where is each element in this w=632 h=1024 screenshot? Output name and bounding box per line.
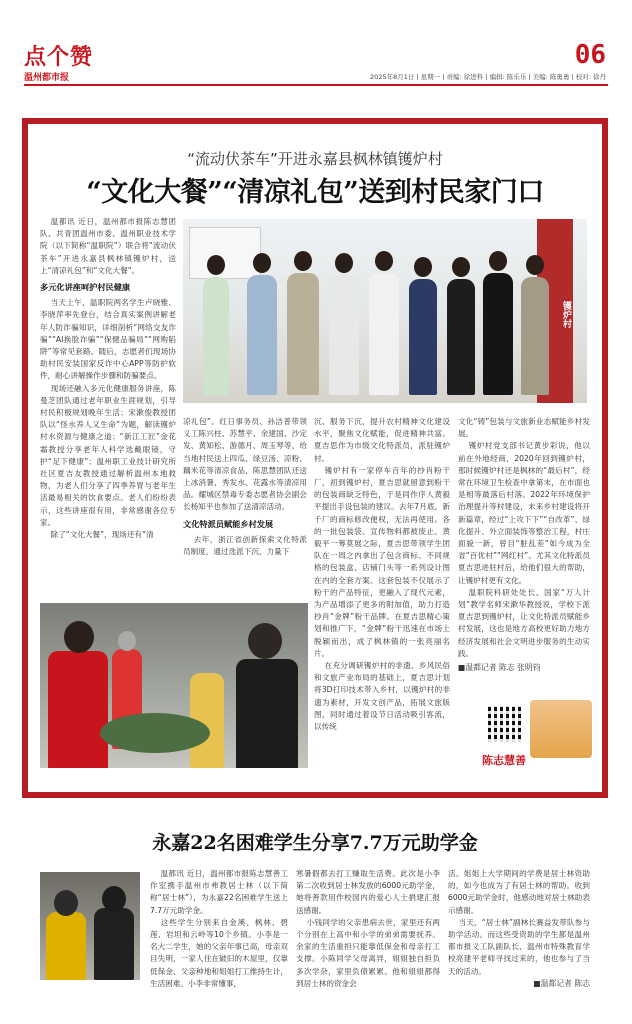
qr-code-icon[interactable]: [488, 706, 524, 742]
student-photo: [40, 872, 140, 980]
display-board: [189, 227, 261, 279]
paragraph: 镬炉村有一家停车百年的抄肖粉干厂，初到镬炉村，夏吉思就留意到粉干的包装商缺乏特色，于是同作序人黄毅平提出手设包装的建议。去年7月底，新千厂的商标修改便权，无法再使用。各的一批包装袋、宣传物料都被废止。黄毅平一筹莫展之际，夏吉思带领学生团队在一周之内拿出了包含商标、不同规格的包装盒、店铺门头等一系列设计图在内的全套方案。这套包装不仅展示了粉干的产品特征，更融入了现代元素，为产品增添了更多的附加值，助力打造抄肖“金牌”粉干品牌。在夏吉思精心策划和推广下，“金牌”粉干迅速在市场上脱颖而出，成了枫林镇的一张亮丽名片。: [314, 465, 450, 658]
paragraph: 镬炉村党支部书记黄步彩说，他以前在外地经商，2020年回到镬炉村，那时候镬炉村还是枫林的“最后村”，经常在环境卫生检查中拿第末，在市面也是相等最落后村落。2022年环境保护治理提升等村建设，未来乡村建设将开新篇章，经过“上攻下下”“自改革”、绿化提升、外立面装饰等整治工程，村庄面貌一新，曾目“脏乱差”如今成为全省“百优村”“网红村”。尤其文化特派员夏吉思进驻村后，给他们很大的帮助，让镬炉村更有文化。: [458, 441, 590, 585]
event-photo: [40, 603, 308, 768]
column-badge: 陈志慧善: [482, 754, 526, 767]
paragraph: 小钱同学的父亲患病去世，家里还有两个分别在上高中和小学的弟弟需要抚养。余家的生活重担只能靠低保金和母亲打工支撑。小陈同学父母离异，姐姐独自担负多次学杂，家里负债累累。他和姐姐都得到居士林的资金会: [296, 917, 440, 988]
paragraph: 去年，浙江省创新探索文化特派员制度，通过选派下沉、力量下: [183, 534, 307, 557]
story1-byline: ■温都记者 陈志 张明钧: [458, 663, 541, 673]
subhead-2: 文化特派员赋能乡村发展: [183, 518, 274, 529]
group-photo: [183, 219, 587, 403]
paragraph: 沉、服务下沉，提升农村精神文化建设水平，聚焦文化赋能，促进精神共富。夏吉思作为市级文化特派员，派驻镬炉村。: [314, 417, 450, 463]
story1-kicker: “流动伏茶车”开进永嘉县枫林镇镬炉村: [187, 150, 443, 168]
story1-col2: [183, 416, 307, 558]
paragraph: 活。姐姐上大学期间的学费是居士林资助的，如今也成为了有居士林的帮助。收到6000元助学金时，他感动地对居士林助表示感谢。: [448, 869, 590, 915]
header-rule: [24, 84, 608, 86]
story2-col2: [296, 868, 440, 990]
reporter-avatar: [530, 700, 592, 758]
page-number: 06: [574, 40, 606, 70]
paragraph: 温都讯 近日，温州都市报陈志慧团队、共青团温州市委、温州职业技术学院（以下简称“温职院”）联合将“流动伏茶车”开进永嘉县枫林镇镬炉村，送上“清凉礼包”和“文化大餐”。: [40, 217, 176, 275]
story2-col3: [448, 868, 590, 990]
paragraph: 文化“铸”包装与文旅新业态赋能乡村发展。: [458, 417, 590, 439]
story2-headline: 永嘉22名困难学生分享7.7万元助学金: [152, 832, 478, 854]
paragraph: 凉礼包”。红日事务员、孙洁普带领义工陈兴柱、苏慧平、余建国、沙定发、黄知松、游德月、周玉琴等，给当地村民送上四瓜、绿豆汤、凉粉、藕米花等清凉食品，陈思慧团队还送上冰消暑、秀发水、花露水等清凉用品。耀城区禁毒专委志愿者协会副会长杨知平也参加了送清凉活动。: [183, 417, 307, 512]
paragraph: 现场还融入多元化健康服务讲座，陈曼芝团队通过老年职业生涯规划，引导村民积极规划晚年生活；宋漱俊教授团队以“怪水养人又生命”为题，解读镬炉村水资源与健康之道；“新江工匠”金花霜教授分享老年人科学选戴眼镜，守护“足下健康”；温州职工业技计研究所社区夏吉友教授通过解析温州本地救物，为老人们分享了四季养胃与老年生活最易相关的饮食要点。老人们纷纷表示，这些讲座很有用，非常感谢各位专家。: [40, 383, 176, 527]
paragraph: 这些学生分别来自金溪、枫林、碧莲、岩坦和云岭等10个乡镇。小李是一名大二学生，她的父亲年事已高，母亲双目失明，一家人住在破旧的木屋里，仅靠低保金、父亲种地和姐姐打工维持生计，生活困难。小李非常懂事，: [150, 917, 288, 988]
paragraph: 温都讯 近日，温州都市报陈志慧善工作室携手温州市弗教居士林（以下简称“居士林”），为永嘉22名困难学生送上7.7万元助学金。: [150, 869, 288, 915]
paragraph: 除了“文化大餐”，现场还有“清: [50, 530, 154, 540]
paragraph: 寒暑假都去打工赚取生活费。此次是小李第二次收到居士林发放的6000元助学金，她将善款用作校园内的爱心人士捐建汇报送感谢。: [296, 869, 440, 915]
section-title: 点个赞: [24, 45, 94, 70]
village-banner: 镬炉村: [537, 219, 573, 403]
subhead-1: 多元化讲座呵护村民健康: [40, 282, 131, 293]
story1-headline: “文化大餐”“清凉礼包”送到村民家门口: [86, 177, 544, 208]
paragraph: 当天上午，温职院两名学生卢晓雅、李晓萍率先登台，结合真实案例讲解老年人防诈骗知识，详细剖析“网络交友诈骗”“AI换脸诈骗”“保健品骗局”“网购陷阱”等常见套路。随后，志愿者们现场协助村民安装国家反诈中心APP等防护软件，耐心讲解操作步骤和防骗要点。: [40, 298, 176, 381]
paragraph: 温职院科研处处长、国家“万人计划”教学名师宋漱华教授说，学校下派夏吉思到镬炉村，让文化特派员赋能乡村发展，这也是地方高校更好助力地方经济发展和社会文明进步服务的生动实践。: [458, 587, 590, 658]
story1-col1: [40, 216, 176, 541]
issue-meta: 2025年8月1日 | 星期一 | 责编: 徐进科 | 编辑: 陈乐乐 | 美编: 陈勇勇 | 校对: 徐丹: [370, 73, 606, 81]
story1-col3: [314, 416, 450, 733]
story2-col1: [150, 868, 288, 990]
story1-col4: [458, 416, 590, 674]
paragraph: 当天，“居士林”副林长赛益发带队参与助学活动。而这些受资助的学生都是温州都市报义工队副队长、温州市特殊教育学校亮建平老师寻找过来的，他也参与了当天的活动。: [448, 917, 590, 976]
paper-name: 温州都市报: [24, 73, 70, 83]
paragraph: 在充分调研镬炉村的非遗、乡风民俗和文旅产业布局的基础上，夏吉思计划将3D打印技术带入乡村，以镬炉村的非遗为素材，开发文创产品，拓展文旅版图，同时通过着设节日活动吸引客流，以传统: [314, 661, 450, 732]
story2-byline: ■温都记者 陈志: [533, 978, 590, 988]
